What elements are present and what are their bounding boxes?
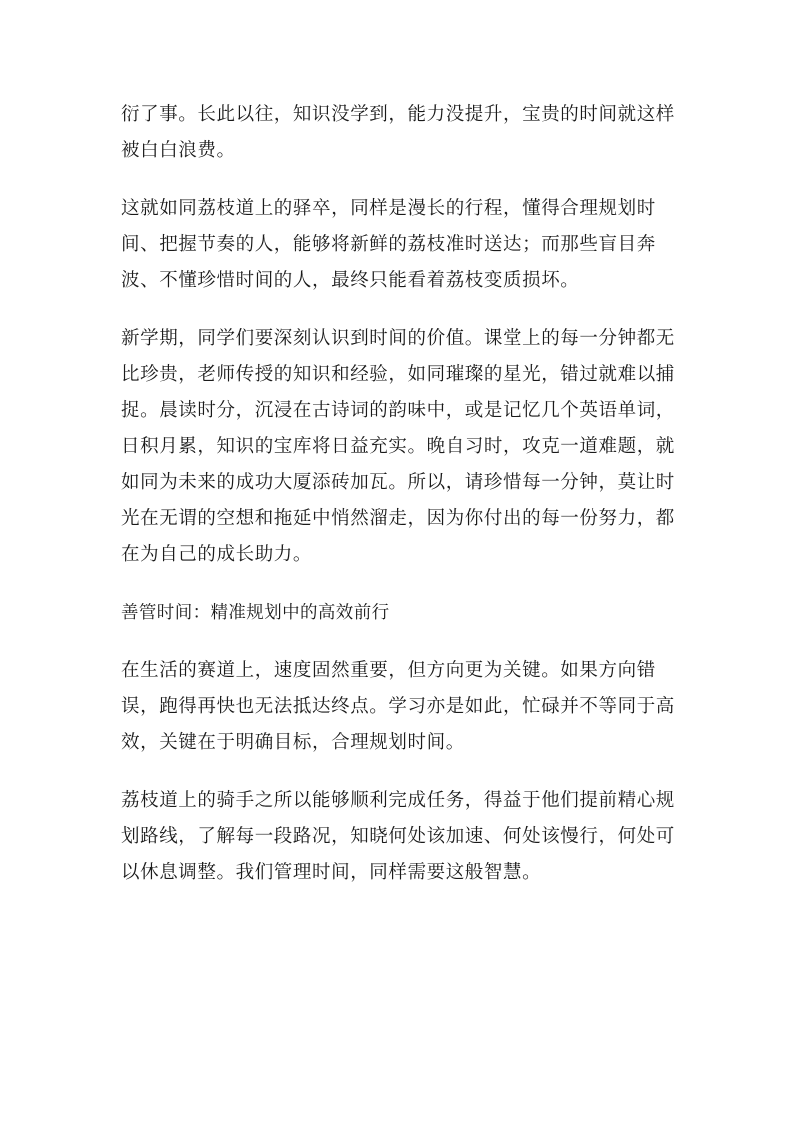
section-heading: 善管时间：精准规划中的高效前行: [121, 603, 390, 623]
paragraph-3: 新学期，同学们要深刻认识到时间的价值。课堂上的每一分钟都无比珍贵，老师传授的知识和经验，如同璀璨的星光，错过就难以捕捉。晨读时分，沉浸在古诗词的韵味中，或是记忆几个英语单词，日积月累，知识的宝库将日益充实。晚自习时，攻克一道难题，就如同为未来的成功大厦添砖加瓦。所以，请珍惜每一分钟，莫让时光在无谓的空想和拖延中悄然溜走，因为你付出的每一份努力，都在为自己的成长助力。: [121, 328, 675, 565]
paragraph-2: 这就如同荔枝道上的驿卒，同样是漫长的行程，懂得合理规划时间、把握节奏的人，能够将新鲜的荔枝准时送达；而那些盲目奔波、不懂珍惜时间的人，最终只能看着荔枝变质损坏。: [121, 198, 656, 291]
paragraph-5: 荔枝道上的骑手之所以能够顺利完成任务，得益于他们提前精心规划路线，了解每一段路况，知晓何处该加速、何处该慢行，何处可以休息调整。我们管理时间，同样需要这般智慧。: [121, 790, 675, 883]
document-body: [121, 97, 681, 913]
paragraph-1: 衍了事。长此以往，知识没学到，能力没提升，宝贵的时间就这样被白白浪费。: [121, 104, 675, 161]
paragraph-4: 在生活的赛道上，速度固然重要，但方向更为关键。如果方向错误，跑得再快也无法抵达终点。学习亦是如此，忙碌并不等同于高效，关键在于明确目标，合理规划时间。: [121, 660, 675, 753]
